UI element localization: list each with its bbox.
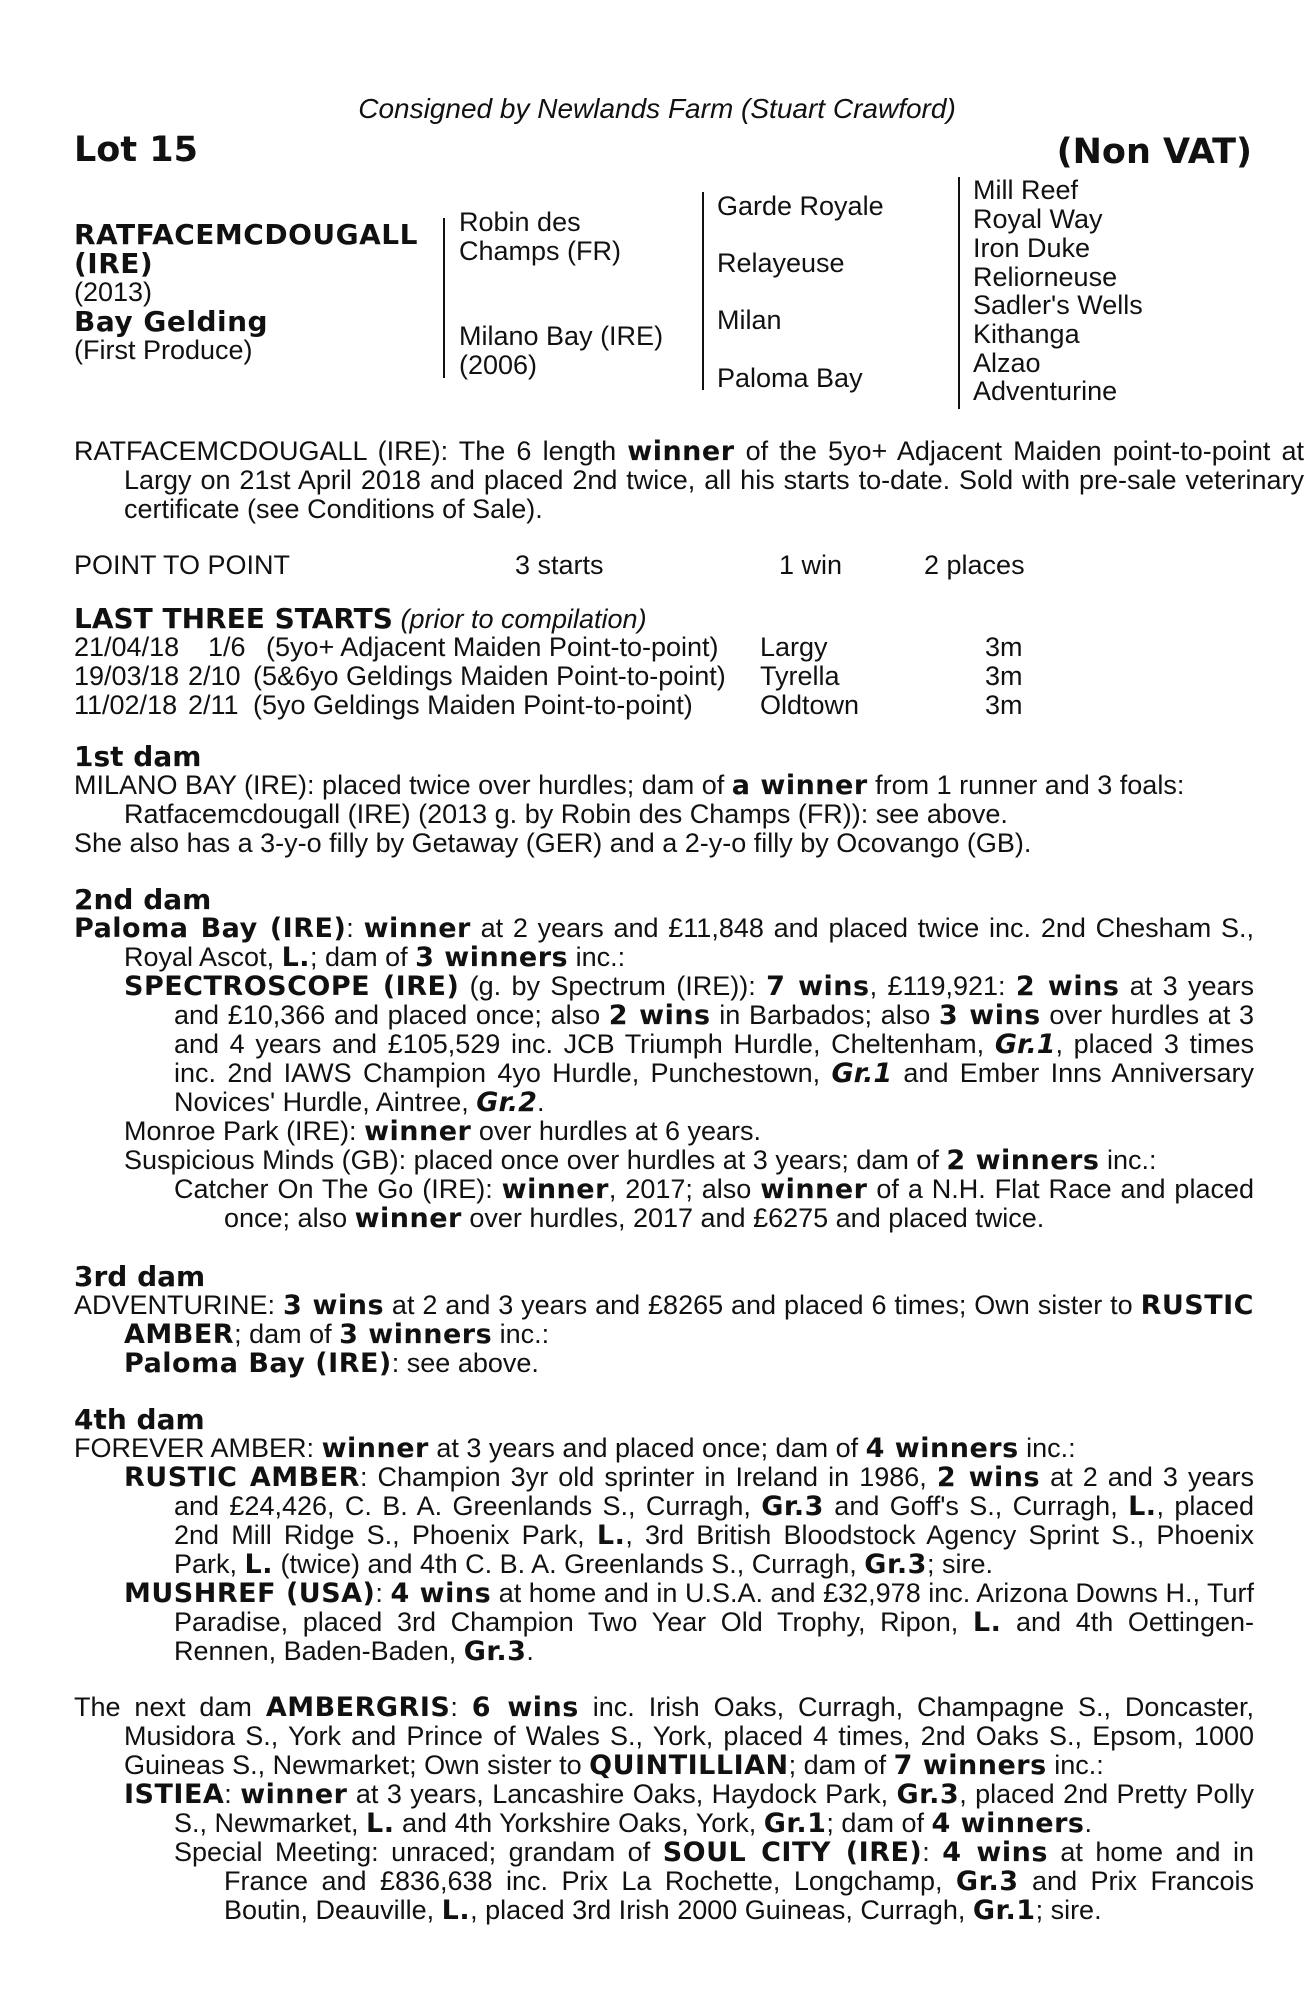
start-row-date: 21/04/18	[74, 632, 180, 662]
pedigree-gen2-3: Milan	[717, 305, 782, 335]
pedigree-dam-line2: (2006)	[459, 350, 538, 380]
pedigree-gen3-5: Sadler's Wells	[973, 290, 1143, 320]
pedigree-gen3-4: Reliorneuse	[973, 262, 1118, 292]
third-dam-heading: 3rd dam	[74, 1260, 206, 1293]
start-row-distance: 3m	[985, 632, 1023, 662]
horse-description: Bay Gelding	[74, 305, 269, 338]
start-row-date: 11/02/18	[74, 690, 178, 720]
next-dam-section	[74, 1693, 1254, 1925]
spectroscope-entry: SPECTROSCOPE (IRE) (g. by Spectrum (IRE)): 7 wins, £119,921: 2 wins at 3 years and £10,366 and placed once; also 2 wins in Barbados; also 3 wins over hurdles at 3 and 4 years and £105,529 inc. JCB Triumph Hurdle, Cheltenham, Gr.1, placed 3 times inc. 2nd IAWS Champion 4yo Hurdle, Punchestown, Gr.1 and Ember Inns Anniversary Novices' Hurdle, Aintree, Gr.2.	[124, 971, 1255, 1118]
pedigree-gen3-6: Kithanga	[973, 319, 1080, 349]
fourth-dam-section	[74, 1405, 1254, 1666]
record-label: POINT TO POINT	[74, 550, 291, 580]
second-dam-section	[74, 885, 1254, 1233]
fourth-dam-line: FOREVER AMBER: winner at 3 years and placed once; dam of 4 winners inc.:	[74, 1433, 1076, 1464]
horse-note: (First Produce)	[74, 335, 253, 365]
suspicious-minds-entry: Suspicious Minds (GB): placed once over hurdles at 3 years; dam of 2 winners inc.:	[124, 1145, 1157, 1176]
pedigree-sire-line1: Robin des	[459, 207, 581, 237]
second-dam-line: Paloma Bay (IRE): winner at 2 years and £11,848 and placed twice inc. 2nd Chesham S., Royal Ascot, L.; dam of 3 winners inc.:	[74, 913, 1254, 973]
rustic-amber-entry: RUSTIC AMBER: Champion 3yr old sprinter in Ireland in 1986, 2 wins at 2 and 3 years and £24,426, C. B. A. Greenlands S., Curragh, Gr.3 and Goff's S., Curragh, L., placed 2nd Mill Ridge S., Phoenix Park, L., 3rd British Bloodstock Agency Sprint S., Phoenix Park, L. (twice) and 4th C. B. A. Greenlands S., Curragh, Gr.3; sire.	[124, 1462, 1254, 1580]
record-wins: 1 win	[779, 550, 843, 580]
horse-year: (2013)	[74, 277, 153, 307]
start-row-race: (5yo+ Adjacent Maiden Point-to-point)	[266, 632, 719, 662]
start-row-course: Largy	[760, 632, 828, 662]
first-dam-note: She also has a 3-y-o filly by Getaway (GER) and a 2-y-o filly by Ocovango (GB).	[74, 828, 1032, 858]
start-row-course: Tyrella	[760, 661, 840, 691]
pedigree-divider-2	[702, 192, 704, 390]
pedigree-gen3-1: Mill Reef	[973, 175, 1079, 205]
start-row-pos: 2/11	[188, 690, 239, 720]
start-row-course: Oldtown	[760, 690, 860, 720]
horse-name: RATFACEMCDOUGALL	[74, 218, 418, 251]
pedigree-gen3-3: Iron Duke	[973, 233, 1091, 263]
start-row-race: (5yo Geldings Maiden Point-to-point)	[253, 690, 693, 720]
pedigree-divider-1	[443, 218, 445, 378]
pedigree-gen2-4: Paloma Bay	[717, 363, 863, 393]
pedigree-gen3-7: Alzao	[973, 348, 1041, 378]
record-starts: 3 starts	[515, 550, 604, 580]
start-row-distance: 3m	[985, 661, 1023, 691]
summary-paragraph: RATFACEMCDOUGALL (IRE): The 6 length winner of the 5yo+ Adjacent Maiden point-to-point at Largy on 21st April 2018 and placed 2nd twice, all his starts to-date. Sold with pre-sale veterinary certificate (see Conditions of Sale).	[74, 436, 1304, 524]
first-dam-heading: 1st dam	[74, 740, 202, 773]
pedigree-divider-3	[958, 177, 960, 409]
monroe-park-entry: Monroe Park (IRE): winner over hurdles at 6 years.	[124, 1116, 761, 1147]
lot-number: Lot 15	[74, 130, 198, 170]
pedigree-gen3-8: Adventurine	[973, 376, 1118, 406]
next-dam-line: The next dam AMBERGRIS: 6 wins inc. Irish Oaks, Curragh, Champagne S., Doncaster, Musidora S., York and Prince of Wales S., York, placed 4 times, 2nd Oaks S., Epsom, 1000 Guineas S., Newmarket; Own sister to QUINTILLIAN; dam of 7 winners inc.:	[74, 1692, 1254, 1781]
fourth-dam-heading: 4th dam	[74, 1403, 205, 1436]
consignor-line: Consigned by Newlands Farm (Stuart Crawford)	[358, 93, 956, 124]
special-meeting-entry: Special Meeting: unraced; grandam of SOUL CITY (IRE): 4 wins at home and in France and £836,638 inc. Prix La Rochette, Longchamp, Gr.3 and Prix Francois Boutin, Deauville, L., placed 3rd Irish 2000 Guineas, Curragh, Gr.1; sire.	[174, 1837, 1254, 1926]
catcher-on-the-go-entry: Catcher On The Go (IRE): winner, 2017; also winner of a N.H. Flat Race and placed once; also winner over hurdles, 2017 and £6275 and placed twice.	[174, 1174, 1254, 1234]
third-dam-produce: Paloma Bay (IRE): see above.	[124, 1348, 539, 1379]
istiea-entry: ISTIEA: winner at 3 years, Lancashire Oaks, Haydock Park, Gr.3, placed 2nd Pretty Polly S., Newmarket, L. and 4th Yorkshire Oaks, York, Gr.1; dam of 4 winners.	[124, 1779, 1254, 1839]
horse-country: (IRE)	[74, 247, 154, 280]
pedigree-gen3-2: Royal Way	[973, 204, 1103, 234]
pedigree-gen2-2: Relayeuse	[717, 248, 845, 278]
start-row-pos: 2/10	[188, 661, 241, 691]
start-row-race: (5&6yo Geldings Maiden Point-to-point)	[253, 661, 726, 691]
second-dam-heading: 2nd dam	[74, 883, 212, 916]
first-dam-produce: Ratfacemcdougall (IRE) (2013 g. by Robin des Champs (FR)): see above.	[124, 799, 1008, 829]
record-places: 2 places	[924, 550, 1025, 580]
mushref-entry: MUSHREF (USA): 4 wins at home and in U.S.A. and £32,978 inc. Arizona Downs H., Turf Paradise, placed 3rd Champion Two Year Old Trophy, Ripon, L. and 4th Oettingen-Rennen, Baden-Baden, Gr.3.	[124, 1578, 1255, 1667]
pedigree-dam-line1: Milano Bay (IRE)	[459, 321, 664, 351]
pedigree-gen2-1: Garde Royale	[717, 191, 884, 221]
start-row-date: 19/03/18	[74, 661, 180, 691]
first-dam-line: MILANO BAY (IRE): placed twice over hurdles; dam of a winner from 1 runner and 3 foals:	[74, 770, 1185, 801]
start-row-distance: 3m	[985, 690, 1023, 720]
third-dam-line: ADVENTURINE: 3 wins at 2 and 3 years and £8265 and placed 6 times; Own sister to RUSTIC AMBER; dam of 3 winners inc.:	[74, 1290, 1255, 1350]
first-dam-section	[74, 742, 1254, 858]
third-dam-section	[74, 1262, 1254, 1378]
start-row-pos: 1/6	[208, 632, 246, 662]
vat-status: (Non VAT)	[1056, 132, 1252, 172]
pedigree-sire-line2: Champs (FR)	[459, 236, 622, 266]
last-three-heading: LAST THREE STARTS (prior to compilation)	[74, 602, 647, 635]
